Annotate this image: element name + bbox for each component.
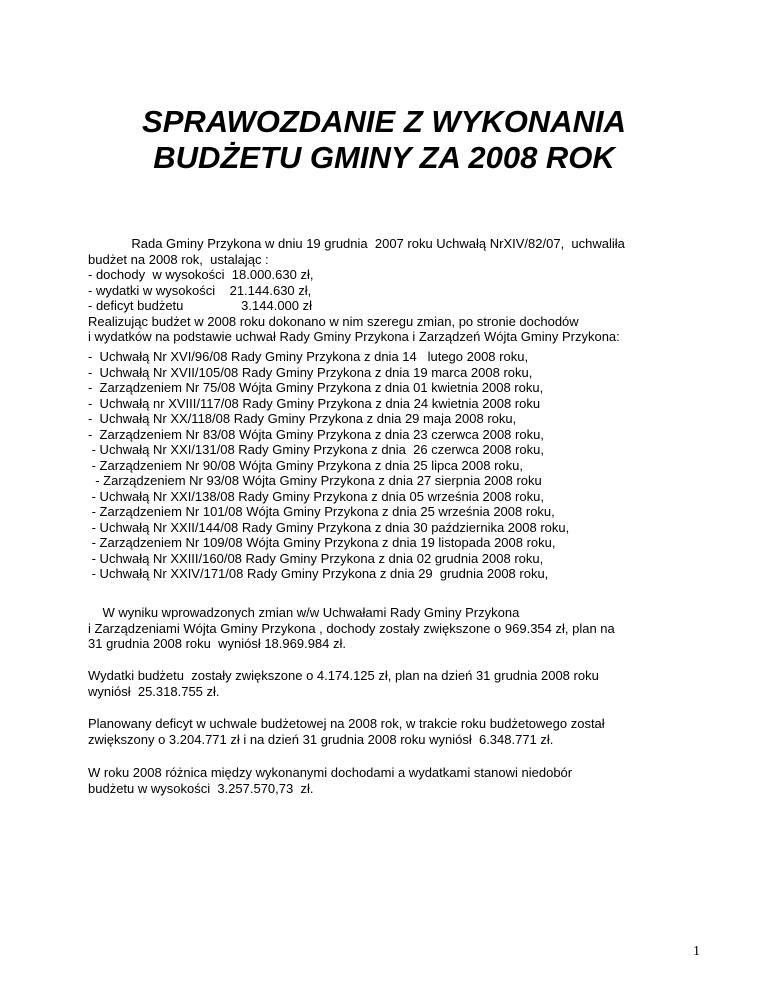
paragraph-line: Wydatki budżetu zostały zwiększone o 4.174.125 zł, plan na dzień 31 grudnia 2008 roku — [88, 668, 599, 683]
intro-paragraph — [88, 236, 688, 345]
decision-item: - Uchwałą Nr XVI/96/08 Rady Gminy Przykona z dnia 14 lutego 2008 roku, — [88, 349, 529, 364]
paragraph-line: wyniósł 25.318.755 zł. — [88, 683, 220, 699]
intro-line: i wydatków na podstawie uchwał Rady Gminy Przykona i Zarządzeń Wójta Gminy Przykona: — [88, 329, 620, 344]
document-title — [0, 104, 768, 176]
paragraph-line: 31 grudnia 2008 roku wyniósł 18.969.984 zł. — [88, 636, 347, 651]
intro-line: - dochody w wysokości 18.000.630 zł, — [88, 267, 314, 282]
paragraph-line: zwiększony o 3.204.771 zł i na dzień 31 grudnia 2008 roku wyniósł 6.348.771 zł. — [88, 731, 554, 747]
decision-item: - Zarządzeniem Nr 109/08 Wójta Gminy Przykona z dnia 19 listopada 2008 roku, — [88, 535, 556, 550]
decision-item: - Uchwałą Nr XXII/144/08 Rady Gminy Przykona z dnia 30 października 2008 roku, — [88, 519, 570, 535]
income-change-paragraph — [88, 605, 688, 652]
intro-line: Rada Gminy Przykona w dniu 19 grudnia 2007 roku Uchwałą NrXIV/82/07, uchwaliła — [88, 236, 625, 251]
title-line-1: SPRAWOZDANIE Z WYKONANIA — [142, 104, 626, 139]
paragraph-line: budżetu w wysokości 3.257.570,73 zł. — [88, 780, 314, 796]
decisions-list — [88, 349, 688, 582]
decision-item: - Zarządzeniem Nr 101/08 Wójta Gminy Przykona z dnia 25 września 2008 roku, — [88, 504, 555, 519]
decision-item: - Uchwałą Nr XXI/131/08 Rady Gminy Przykona z dnia 26 czerwca 2008 roku, — [88, 442, 544, 457]
intro-line: - wydatki w wysokości 21.144.630 zł, — [88, 282, 312, 298]
decision-item: - Uchwałą Nr XVII/105/08 Rady Gminy Przykona z dnia 19 marca 2008 roku, — [88, 364, 533, 380]
paragraph-line: i Zarządzeniami Wójta Gminy Przykona , dochody zostały zwiększone o 969.354 zł, plan na — [88, 620, 615, 636]
intro-line: - deficyt budżetu 3.144.000 zł — [88, 298, 313, 313]
shortfall-paragraph — [88, 765, 688, 796]
decision-item: - Uchwałą Nr XXI/138/08 Rady Gminy Przykona z dnia 05 września 2008 roku, — [88, 488, 544, 504]
decision-item: - Uchwałą Nr XXIII/160/08 Rady Gminy Przykona z dnia 02 grudnia 2008 roku, — [88, 550, 544, 566]
page-number: 1 — [693, 944, 700, 959]
decision-item: - Zarządzeniem Nr 75/08 Wójta Gminy Przykona z dnia 01 kwietnia 2008 roku, — [88, 380, 544, 395]
paragraph-line: W wyniku wprowadzonych zmian w/w Uchwałami Rady Gminy Przykona — [88, 605, 520, 620]
decision-item: - Uchwałą Nr XX/118/08 Rady Gminy Przykona z dnia 29 maja 2008 roku, — [88, 411, 517, 426]
decision-item: - Zarządzeniem Nr 93/08 Wójta Gminy Przykona z dnia 27 sierpnia 2008 roku — [88, 473, 542, 488]
deficit-change-paragraph — [88, 716, 688, 747]
expenses-change-paragraph — [88, 668, 688, 699]
decision-item: - Zarządzeniem Nr 83/08 Wójta Gminy Przykona z dnia 23 czerwca 2008 roku, — [88, 426, 544, 442]
intro-line: budżet na 2008 rok, ustalając : — [88, 251, 269, 267]
decision-item: - Zarządzeniem Nr 90/08 Wójta Gminy Przykona z dnia 25 lipca 2008 roku, — [88, 457, 523, 473]
paragraph-line: Planowany deficyt w uchwale budżetowej na 2008 rok, w trakcie roku budżetowego został — [88, 716, 605, 731]
decision-item: - Uchwałą Nr XXIV/171/08 Rady Gminy Przykona z dnia 29 grudnia 2008 roku, — [88, 566, 549, 581]
paragraph-line: W roku 2008 różnica między wykonanymi dochodami a wydatkami stanowi niedobór — [88, 765, 573, 780]
decision-item: - Uchwałą nr XVIII/117/08 Rady Gminy Przykona z dnia 24 kwietnia 2008 roku — [88, 395, 541, 411]
intro-line: Realizując budżet w 2008 roku dokonano w nim szeregu zmian, po stronie dochodów — [88, 313, 579, 329]
title-line-2: BUDŻETU GMINY ZA 2008 ROK — [153, 140, 615, 175]
